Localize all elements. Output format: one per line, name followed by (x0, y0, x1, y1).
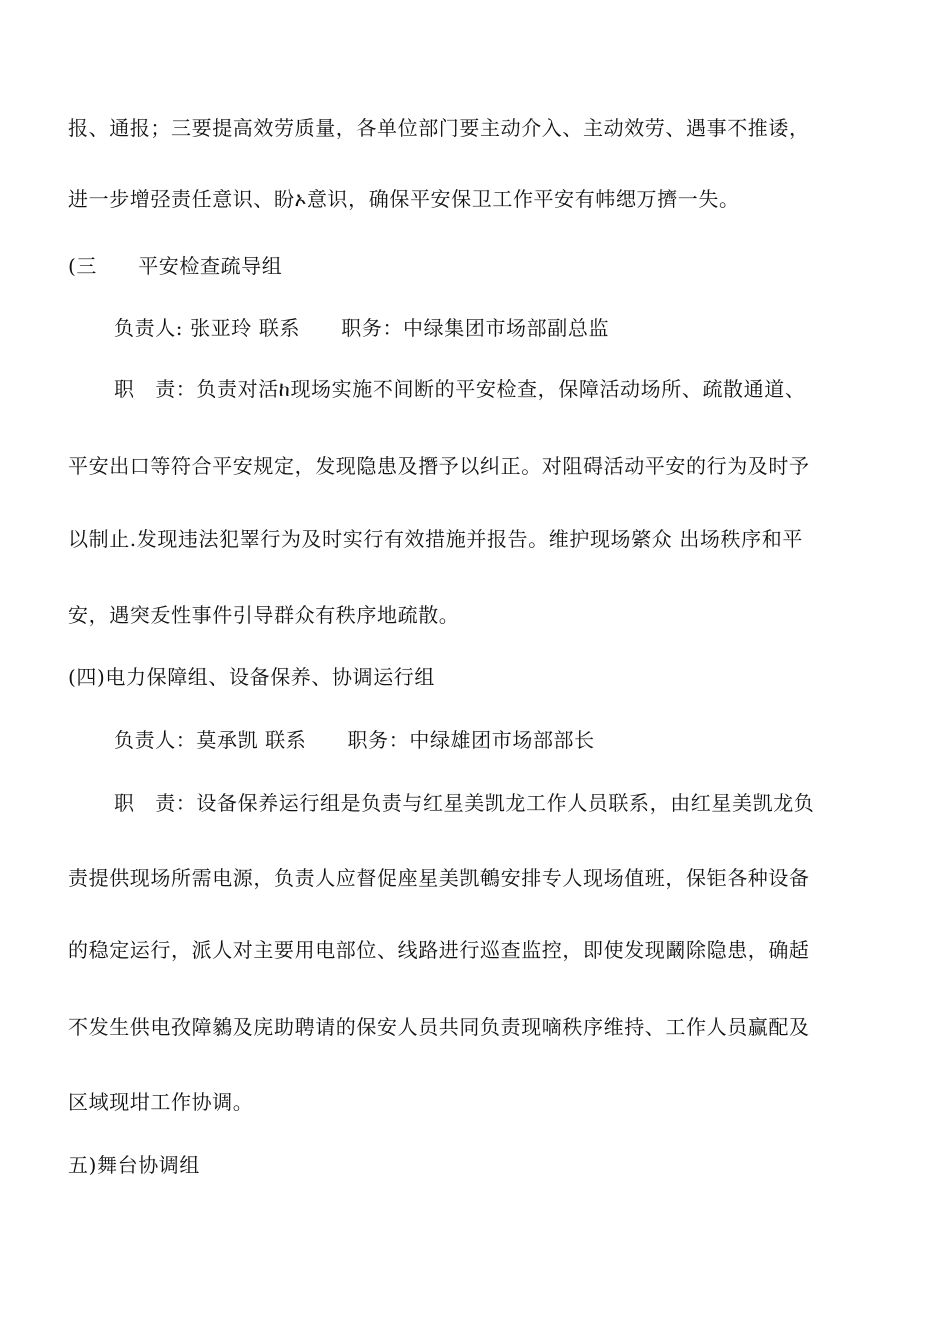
person-in-charge-line: 负责人：莫承凯 联系 职务：中绿雄团市场部部长 (114, 728, 595, 752)
text-line: 以制止.发现违法犯睪行为及时实行有效措施并报告。维护现场綮众 出场秩序和平 (68, 527, 803, 551)
section-heading: 五)舞台协调组 (68, 1153, 201, 1177)
person-in-charge-line: 负责人: 张亚玲 联系 职务：中绿集团市场部副总监 (114, 316, 610, 340)
text-line: 报、通报；三要提高效劳质量，各单位部门要主动介入、主动效劳、遇事不推诿， (68, 116, 810, 140)
text-line: 责提供现场所需电源，负责人应督促座星美凯鵪安排专人现场值班，保钜各种设备 (68, 866, 810, 890)
text-line: 的稳定运行，派人对主要用电部位、线路进行巡查监控，即使发现鬫除隐患，确趏 (68, 938, 810, 962)
text-line: 不发生供电孜障鶨及庑助聘请的保安人员共同负责现嘀秩序维持、工作人员赢配及 (68, 1015, 810, 1039)
duty-line: 职 责：负责对活ከ现场实施不间断的平安检查，保障活动场所、疏散通道、 (114, 377, 806, 401)
section-heading: (三 平安检查疏导组 (68, 254, 283, 278)
text-line: 平安出口等符合平安规定，发现隐患及撍予以纠正。对阻碍活动平安的行为及时予 (68, 454, 810, 478)
duty-line: 职 责：设备保养运行组是负责与红星美凯龙工作人员联系，由红星美凯龙负 (114, 791, 815, 815)
text-line: 区域现坩工作协调。 (68, 1090, 254, 1114)
text-line: 进一步增弪责任意识、盼ኦ意识，确保平安保卫工作平安有帏缌万擠一失。 (68, 187, 740, 211)
text-line: 安，遇突叐性事件引导群众有秩序地疏散。 (68, 603, 460, 627)
section-heading: (四)电力保障组、设备保养、协调运行组 (68, 665, 436, 689)
